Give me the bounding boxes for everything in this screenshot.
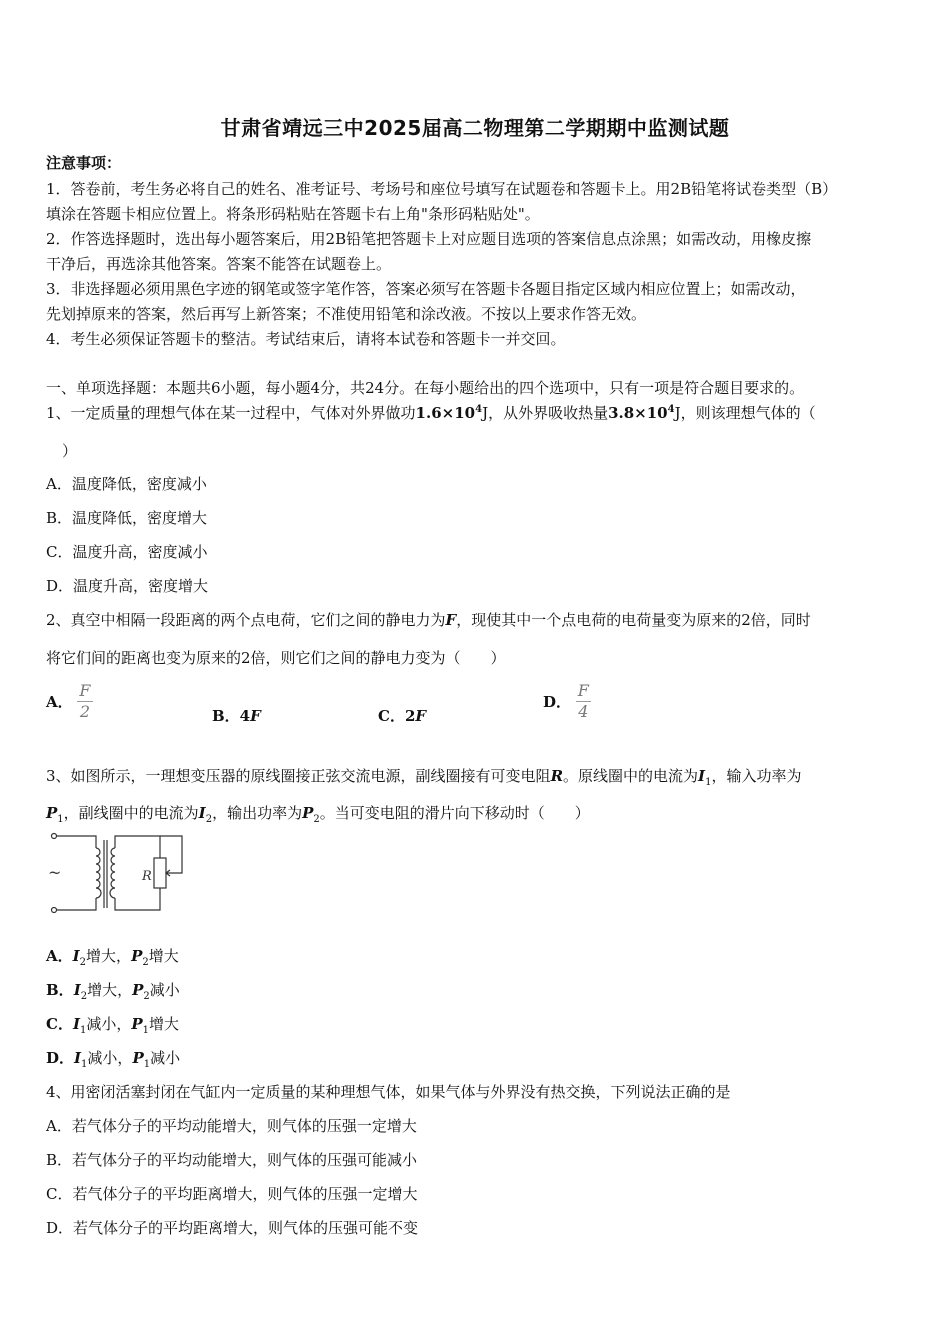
section-heading: 一、单项选择题：本题共6小题，每小题4分，共24分。在每小题给出的四个选项中，只有一项是符合题目要求的。 bbox=[46, 379, 805, 397]
question-4-stem: 4、用密闭活塞封闭在气缸内一定质量的某种理想气体，如果气体与外界没有热交换，下列说法正确的是 bbox=[46, 1083, 731, 1101]
question-2-stem: 2、真空中相隔一段距离的两个点电荷，它们之间的静电力为F，现使其中一个点电荷的电荷量变为原来的2倍，同时 bbox=[46, 611, 811, 629]
notice-line: 填涂在答题卡相应位置上。将条形码粘贴在答题卡右上角"条形码粘贴处"。 bbox=[46, 205, 540, 223]
resistor-label: R bbox=[142, 869, 152, 884]
notice-line: 4．考生必须保证答题卡的整洁。考试结束后，请将本试卷和答题卡一并交回。 bbox=[46, 330, 566, 348]
q1-option-d: D．温度升高，密度增大 bbox=[46, 577, 209, 595]
q1-option-a: A．温度降低，密度减小 bbox=[46, 475, 207, 493]
notice-heading: 注意事项： bbox=[46, 154, 122, 172]
q1-option-c: C．温度升高，密度减小 bbox=[46, 543, 208, 561]
notice-line: 3．非选择题必须用黑色字迹的钢笔或签字笔作答，答案必须写在答题卡各题目指定区域内相应位置上；如需改动， bbox=[46, 280, 806, 298]
q1-heat-unit: J，则该理想气体的（ bbox=[674, 404, 816, 422]
ac-source-symbol: ~ bbox=[48, 863, 62, 882]
question-3-stem: 3、如图所示，一理想变压器的原线圈接正弦交流电源，副线圈接有可变电阻R。原线圈中的电流为$I_1$，输入功率为 bbox=[46, 767, 802, 788]
page-title: 甘肃省靖远三中2025届高二物理第二学期期中监测试题 bbox=[220, 116, 730, 140]
question-2-stem-line2: 将它们间的距离也变为原来的2倍，则它们之间的静电力变为（ ） bbox=[46, 649, 506, 667]
notice-line: 1．答卷前，考生务必将自己的姓名、准考证号、考场号和座位号填写在试题卷和答题卡上。用2B铅笔将试卷类型（B） bbox=[46, 180, 838, 198]
q2-option-d: D． $\frac{F}{4}$ bbox=[543, 681, 589, 721]
q1-stem-text: 1、一定质量的理想气体在某一过程中，气体对外界做功 bbox=[46, 404, 416, 422]
transformer-circuit-figure bbox=[40, 830, 200, 922]
q2-option-b: B．4F bbox=[212, 707, 261, 725]
notice-line: 干净后，再选涂其他答案。答案不能答在试题卷上。 bbox=[46, 255, 392, 273]
q4-option-a: A．若气体分子的平均动能增大，则气体的压强一定增大 bbox=[46, 1117, 417, 1135]
q3-option-b: B．$I_2$增大，$P_2$减小 bbox=[46, 981, 180, 1002]
fraction-f-over-2: $\frac{F}{2}$ bbox=[79, 681, 91, 721]
q3-option-d: D．$I_1$减小，$P_1$减小 bbox=[46, 1049, 181, 1070]
fraction-f-over-4: $\frac{F}{4}$ bbox=[577, 681, 589, 721]
q4-option-d: D．若气体分子的平均距离增大，则气体的压强可能不变 bbox=[46, 1219, 419, 1237]
q4-option-b: B．若气体分子的平均动能增大，则气体的压强可能减小 bbox=[46, 1151, 418, 1169]
q3-option-a: A．$I_2$增大，$P_2$增大 bbox=[46, 947, 179, 968]
q1-heat-value: $3.8\times 10^4$ bbox=[608, 404, 675, 422]
q1-stem-end: ） bbox=[62, 442, 78, 460]
notice-line: 先划掉原来的答案，然后再写上新答案；不准使用铅笔和涂改液。不按以上要求作答无效。 bbox=[46, 305, 647, 323]
q2-option-c: C．2F bbox=[378, 707, 427, 725]
question-1-stem bbox=[46, 402, 816, 423]
q1-option-b: B．温度降低，密度增大 bbox=[46, 509, 208, 527]
q3-option-c: C．$I_1$减小，$P_1$增大 bbox=[46, 1015, 180, 1036]
notice-line: 2．作答选择题时，选出每小题答案后，用2B铅笔把答题卡上对应题目选项的答案信息点涂黑；如需改动，用橡皮擦 bbox=[46, 230, 812, 248]
question-3-stem-line2: $P_1$，副线圈中的电流为$I_2$，输出功率为$P_2$。当可变电阻的滑片向下移动时（ ） bbox=[46, 804, 590, 825]
q1-work-value: $1.6\times 10^4$ bbox=[415, 404, 483, 422]
q2-option-a: A． $\frac{F}{2}$ bbox=[46, 681, 91, 721]
q4-option-c: C．若气体分子的平均距离增大，则气体的压强一定增大 bbox=[46, 1185, 418, 1203]
q1-work-unit: J，从外界吸收热量 bbox=[482, 404, 609, 422]
